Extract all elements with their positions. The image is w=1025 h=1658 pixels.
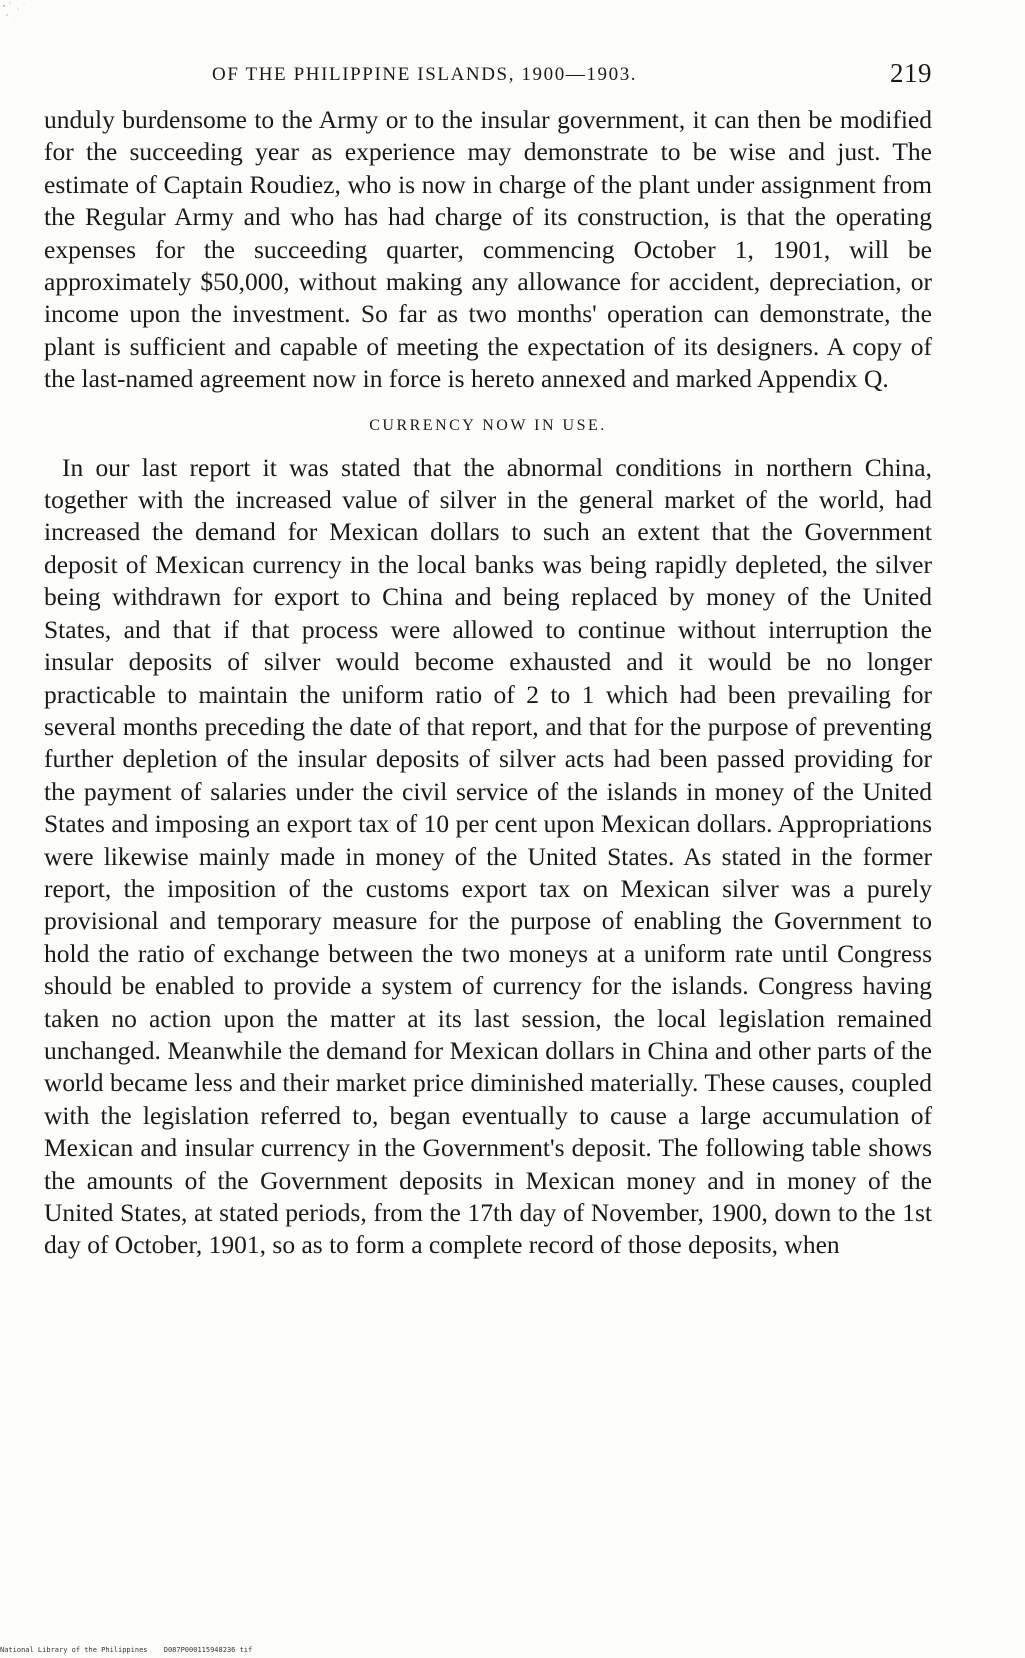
- page-header: [212, 58, 932, 92]
- body-text: [44, 104, 932, 1262]
- scan-footer: [0, 1646, 400, 1654]
- page-number: 219: [890, 58, 932, 88]
- footer-library: National Library of the Philippines: [0, 1646, 148, 1654]
- footer-file-id: D087P000115948236 tif: [163, 1646, 253, 1654]
- section-heading: CURRENCY NOW IN USE.: [369, 416, 607, 434]
- paragraph-currency: In our last report it was stated that the abnormal conditions in northern China, together with the increased value of silver in the general market of the world, had increased the demand for Mexican dollars to such an extent that the Government deposit of Mexican currency in the local banks was being rapidly depleted, the silver being withdrawn for export to China and being replaced by money of the United States, and that if that process were allowed to continue without interruption the insular deposits of silver would become exhausted and it would be no longer practicable to maintain the uniform ratio of 2 to 1 which had been prevailing for several months preceding the date of that report, and that for the purpose of preventing further depletion of the insular deposits of silver acts had been passed providing for the payment of salaries under the civil service of the islands in money of the United States and imposing an export tax of 10 per cent upon Mexican dollars. Appropriations were likewise mainly made in money of the United States. As stated in the former report, the imposition of the customs export tax on Mexican silver was a purely provisional and temporary measure for the purpose of enabling the Government to hold the ratio of exchange between the two moneys at a uniform rate until Congress should be enabled to provide a system of currency for the islands. Congress having taken no action upon the matter at its last session, the local legislation remained unchanged. Meanwhile the demand for Mexican dollars in China and other parts of the world became less and their market price diminished materially. These causes, coupled with the legislation referred to, began eventually to cause a large accumulation of Mexican and insular currency in the Government's deposit. The following table shows the amounts of the Government deposits in Mexican money and in money of the United States, at stated periods, from the 17th day of November, 1900, down to the 1st day of October, 1901, so as to form a complete record of those deposits, when: [44, 452, 932, 1260]
- paragraph-continued: unduly burdensome to the Army or to the insular government, it can then be modified for the succeeding year as experience may demonstrate to be wise and just. The estimate of Captain Roudiez, who is now in charge of the plant under assignment from the Regular Army and who has had charge of its construction, is that the operating expenses for the succeeding quarter, commencing October 1, 1901, will be approximately $50,000, without making any allowance for accident, depreciation, or income upon the investment. So far as two months' operation can demonstrate, the plant is sufficient and capable of meeting the expectation of its designers. A copy of the last-named agreement now in force is hereto annexed and marked Appendix Q.: [44, 105, 932, 394]
- running-head: OF THE PHILIPPINE ISLANDS, 1900—1903.: [212, 64, 638, 85]
- scan-speckle: [0, 0, 40, 40]
